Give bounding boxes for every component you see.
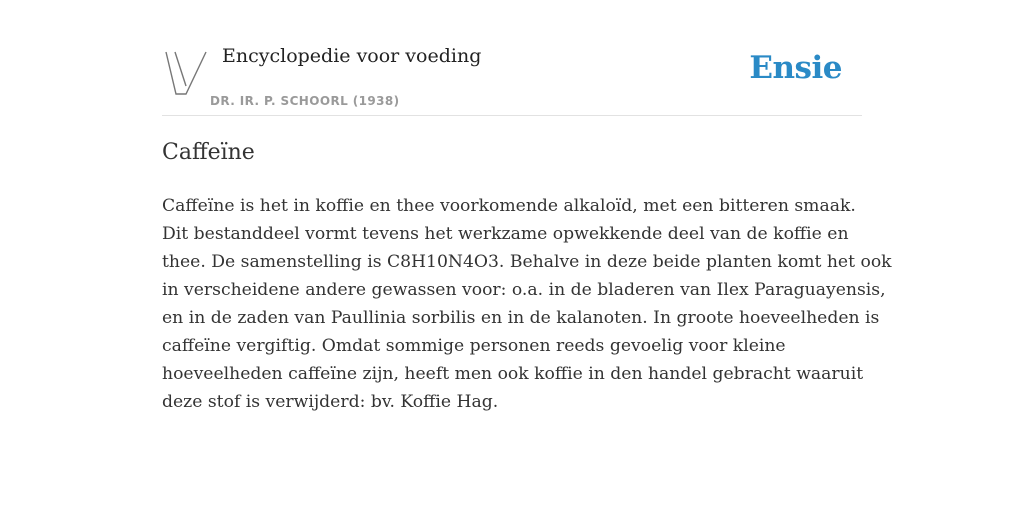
book-title[interactable]: Encyclopedie voor voeding [222, 45, 482, 67]
entry-text-line: caffeïne vergiftig. Omdat sommige personen reeds gevoelig voor kleine [162, 336, 786, 356]
entry-text-line: Caffeïne is het in koffie en thee voorkomende alkaloïd, met een bitteren smaak. [162, 196, 856, 216]
entry-text-line: hoeveelheden caffeïne zijn, heeft men ook koffie in den handel gebracht waaruit [162, 364, 864, 384]
entry-text-line: deze stof is verwijderd: bv. Koffie Hag. [162, 392, 499, 412]
book-header [162, 0, 862, 116]
v-logo-icon[interactable] [164, 48, 208, 98]
entry-text-line: en in de zaden van Paullinia sorbilis en in de kalanoten. In groote hoeveelheden is [162, 308, 880, 328]
ensie-brand-link[interactable]: Ensie [749, 50, 842, 86]
entry-title: Caffeïne [162, 140, 255, 165]
entry-text [162, 192, 892, 416]
entry-text-line: Dit bestanddeel vormt tevens het werkzame opwekkende deel van de koffie en [162, 224, 849, 244]
article-page [162, 0, 892, 412]
entry-text-line: in verscheidene andere gewassen voor: o.a. in de bladeren van Ilex Paraguayensis, [162, 280, 886, 300]
entry-text-line: thee. De samenstelling is C8H10N4O3. Behalve in deze beide planten komt het ook [162, 252, 892, 272]
book-author: DR. IR. P. SCHOORL (1938) [210, 94, 400, 108]
